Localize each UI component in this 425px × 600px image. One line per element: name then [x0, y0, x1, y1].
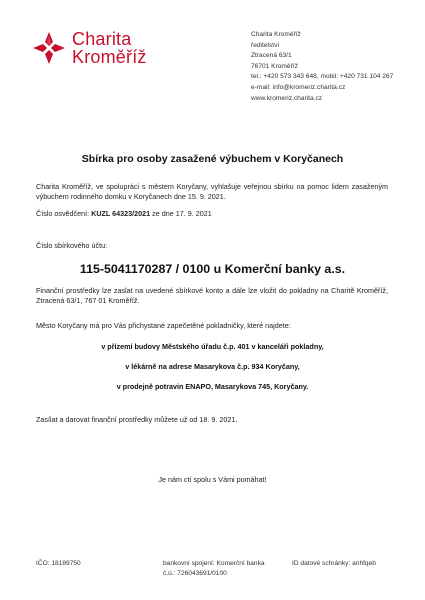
charita-logo: [32, 30, 147, 66]
footer-bank: [163, 559, 265, 579]
contact-line: Ztracená 63/1: [251, 52, 292, 60]
intro-paragraph: Charita Kroměříž, ve spolupráci s městem Koryčany, vyhlašuje veřejnou sbírku na pomoc lidem zasaženým výbuchem rodinného domku v Koryčanech dne 15. 9. 2021.: [36, 182, 388, 202]
certificate-prefix: Číslo osvědčení:: [36, 209, 92, 218]
deadline-line: Zasílat a darovat finanční prostředky můžete už od 18. 9. 2021.: [36, 415, 238, 424]
footer-bank-line: bankovní spojení: Komerční banka: [163, 560, 265, 567]
account-number: 115-5041170287 / 0100 u Komerční banky a.s.: [79, 262, 346, 276]
certificate-line: [36, 209, 388, 219]
certificate-number: KUZL 64323/2021: [91, 209, 151, 218]
contact-phone: tel.: +420 573 343 648, mobil: +420 731 104 267: [251, 73, 394, 81]
location-item: v prodejně potravin ENAPO, Masarykova 745, Koryčany.: [116, 382, 309, 391]
contact-line: ředitelství: [251, 41, 280, 49]
contact-email[interactable]: e-mail: info@kromeriz.charita.cz: [251, 83, 346, 91]
footer-bank-line: č.ú.: 726043691/0100: [163, 570, 227, 577]
charity-cross-logo-icon: [32, 31, 66, 65]
contact-line: Charita Kroměříž: [251, 31, 301, 38]
certificate-suffix: ze dne 17. 9. 2021: [150, 209, 212, 218]
location-item: v přízemí budovy Městského úřadu č.p. 401 v kanceláři pokladny,: [101, 342, 324, 351]
boxes-intro: Město Koryčany má pro Vás přichystané zapečetěné pokladničky, které najdete:: [36, 321, 291, 330]
brand-name: [72, 30, 147, 66]
contact-block: [251, 30, 393, 104]
account-label: Číslo sbírkového účtu:: [36, 241, 108, 250]
footer-databox: ID datové schránky: anhfqeb: [292, 560, 376, 567]
brand-line-2: Kroměříž: [72, 47, 147, 67]
brand-line-1: Charita: [72, 29, 132, 49]
donation-paragraph: Finanční prostředky lze zaslat na uvedené sbírkové konto a dále lze vložit do pokladny na Charitě Kroměříž, Ztracená 63/1, 767 01 Kroměříž.: [36, 286, 388, 306]
closing-line: Je nám ctí spolu s Vámi pomáhat!: [158, 475, 267, 484]
contact-line: 76701 Kroměříž: [251, 62, 298, 70]
page-title: Sbírka pro osoby zasažené výbuchem v Koryčanech: [81, 153, 344, 165]
location-item: v lékárně na adrese Masarykova č.p. 934 Koryčany,: [125, 362, 300, 371]
contact-website[interactable]: www.kromeriz.charita.cz: [251, 94, 323, 102]
footer-ico: IČO: 18189750: [36, 560, 81, 567]
